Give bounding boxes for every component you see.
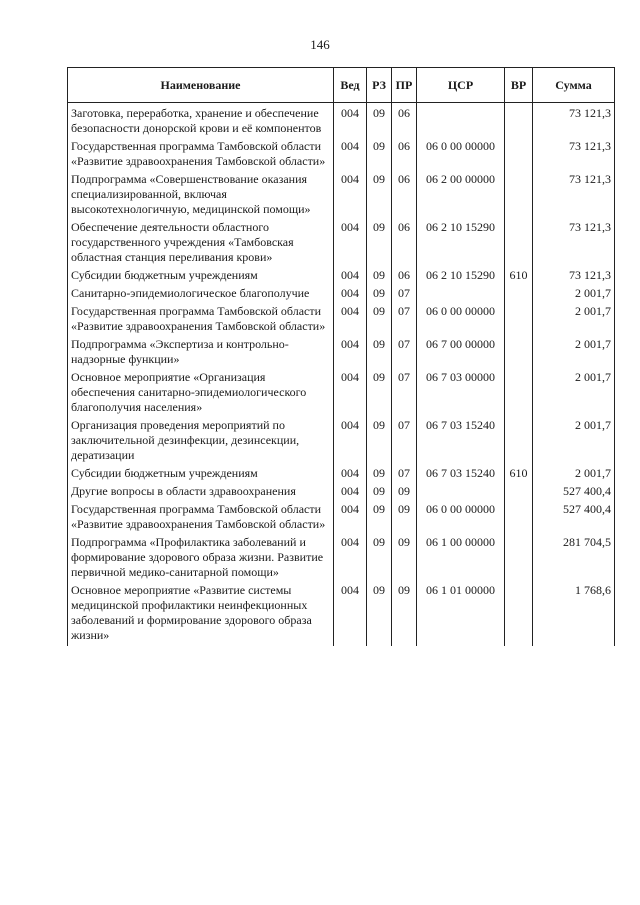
row-ved: 004 [334,268,367,286]
row-ved: 004 [334,103,367,140]
row-vr [505,535,533,583]
row-vr [505,583,533,646]
row-rz: 09 [367,268,392,286]
row-pr: 06 [392,220,417,268]
row-ved: 004 [334,484,367,502]
row-ved: 004 [334,286,367,304]
row-vr [505,286,533,304]
table-row [68,172,615,220]
row-ved: 004 [334,370,367,418]
page-number: 146 [310,37,330,52]
row-rz: 09 [367,103,392,140]
row-sum: 2 001,7 [533,466,615,484]
row-ved: 004 [334,139,367,172]
row-pr: 09 [392,583,417,646]
row-rz: 09 [367,172,392,220]
row-csr: 06 2 10 15290 [417,268,505,286]
table-row [68,484,615,502]
row-name: Другие вопросы в области здравоохранения [68,484,334,502]
row-sum: 2 001,7 [533,370,615,418]
row-sum: 73 121,3 [533,220,615,268]
row-ved: 004 [334,583,367,646]
header-name: Наименование [68,68,334,103]
row-vr [505,484,533,502]
row-sum: 73 121,3 [533,139,615,172]
row-sum: 2 001,7 [533,304,615,337]
table-row [68,535,615,583]
row-rz: 09 [367,535,392,583]
row-rz: 09 [367,286,392,304]
row-sum: 73 121,3 [533,268,615,286]
table-row [68,418,615,466]
row-vr [505,220,533,268]
row-vr [505,103,533,140]
row-csr: 06 7 03 15240 [417,418,505,466]
row-sum: 1 768,6 [533,583,615,646]
budget-table [67,67,615,646]
row-rz: 09 [367,139,392,172]
table-row [68,466,615,484]
header-rz: РЗ [367,68,392,103]
row-rz: 09 [367,466,392,484]
row-csr: 06 0 00 00000 [417,304,505,337]
table-row [68,337,615,370]
row-name: Подпрограмма «Профилактика заболеваний и формирование здорового образа жизни. Развитие первичной медико-санитарной помощи» [68,535,334,583]
row-csr: 06 0 00 00000 [417,502,505,535]
row-name: Основное мероприятие «Развитие системы медицинской профилактики неинфекционных заболеваний и формирование здорового образа жизни» [68,583,334,646]
row-ved: 004 [334,172,367,220]
table-row [68,502,615,535]
row-csr: 06 2 10 15290 [417,220,505,268]
row-pr: 06 [392,268,417,286]
row-name: Обеспечение деятельности областного государственного учреждения «Тамбовская областная станция переливания крови» [68,220,334,268]
row-pr: 07 [392,304,417,337]
row-vr [505,418,533,466]
row-name: Государственная программа Тамбовской области «Развитие здравоохранения Тамбовской области» [68,304,334,337]
row-csr: 06 7 03 00000 [417,370,505,418]
row-csr [417,286,505,304]
row-vr [505,370,533,418]
row-sum: 73 121,3 [533,103,615,140]
row-ved: 004 [334,466,367,484]
header-csr: ЦСР [417,68,505,103]
row-name: Организация проведения мероприятий по заключительной дезинфекции, дезинсекции, дератизации [68,418,334,466]
row-csr [417,484,505,502]
row-rz: 09 [367,220,392,268]
row-ved: 004 [334,535,367,583]
row-csr: 06 7 00 00000 [417,337,505,370]
row-vr: 610 [505,268,533,286]
row-rz: 09 [367,418,392,466]
row-sum: 2 001,7 [533,418,615,466]
row-sum: 2 001,7 [533,286,615,304]
row-ved: 004 [334,337,367,370]
row-name: Государственная программа Тамбовской области «Развитие здравоохранения Тамбовской области» [68,502,334,535]
row-pr: 07 [392,370,417,418]
row-pr: 06 [392,103,417,140]
row-pr: 06 [392,139,417,172]
row-sum: 527 400,4 [533,484,615,502]
row-pr: 07 [392,337,417,370]
row-ved: 004 [334,502,367,535]
row-vr [505,337,533,370]
row-csr: 06 1 00 00000 [417,535,505,583]
row-csr [417,103,505,140]
row-sum: 527 400,4 [533,502,615,535]
row-vr [505,139,533,172]
row-pr: 06 [392,172,417,220]
row-ved: 004 [334,220,367,268]
row-vr: 610 [505,466,533,484]
row-name: Подпрограмма «Экспертиза и контрольно-надзорные функции» [68,337,334,370]
row-pr: 09 [392,535,417,583]
table-row [68,220,615,268]
row-pr: 09 [392,502,417,535]
row-csr: 06 7 03 15240 [417,466,505,484]
header-pr: ПР [392,68,417,103]
row-rz: 09 [367,583,392,646]
row-pr: 07 [392,286,417,304]
table-header-row [68,68,615,103]
row-vr [505,502,533,535]
row-rz: 09 [367,370,392,418]
row-rz: 09 [367,337,392,370]
table-row [68,583,615,646]
row-name: Санитарно-эпидемиологическое благополучие [68,286,334,304]
row-vr [505,172,533,220]
row-ved: 004 [334,418,367,466]
table-row [68,139,615,172]
row-rz: 09 [367,304,392,337]
header-ved: Вед [334,68,367,103]
row-pr: 07 [392,418,417,466]
header-vr: ВР [505,68,533,103]
row-rz: 09 [367,484,392,502]
row-pr: 09 [392,484,417,502]
row-sum: 2 001,7 [533,337,615,370]
row-name: Субсидии бюджетным учреждениям [68,268,334,286]
row-ved: 004 [334,304,367,337]
table-row [68,103,615,140]
row-name: Государственная программа Тамбовской области «Развитие здравоохранения Тамбовской области» [68,139,334,172]
row-rz: 09 [367,502,392,535]
row-name: Заготовка, переработка, хранение и обеспечение безопасности донорской крови и её компонентов [68,103,334,140]
row-sum: 281 704,5 [533,535,615,583]
row-name: Подпрограмма «Совершенствование оказания специализированной, включая высокотехнологичную, медицинской помощи» [68,172,334,220]
row-csr: 06 2 00 00000 [417,172,505,220]
table-row [68,304,615,337]
row-csr: 06 1 01 00000 [417,583,505,646]
row-pr: 07 [392,466,417,484]
table-row [68,268,615,286]
table-row [68,286,615,304]
row-csr: 06 0 00 00000 [417,139,505,172]
row-vr [505,304,533,337]
header-sum: Сумма [533,68,615,103]
row-name: Основное мероприятие «Организация обеспечения санитарно-эпидемиологического благополучия населения» [68,370,334,418]
table-row [68,370,615,418]
row-name: Субсидии бюджетным учреждениям [68,466,334,484]
row-sum: 73 121,3 [533,172,615,220]
